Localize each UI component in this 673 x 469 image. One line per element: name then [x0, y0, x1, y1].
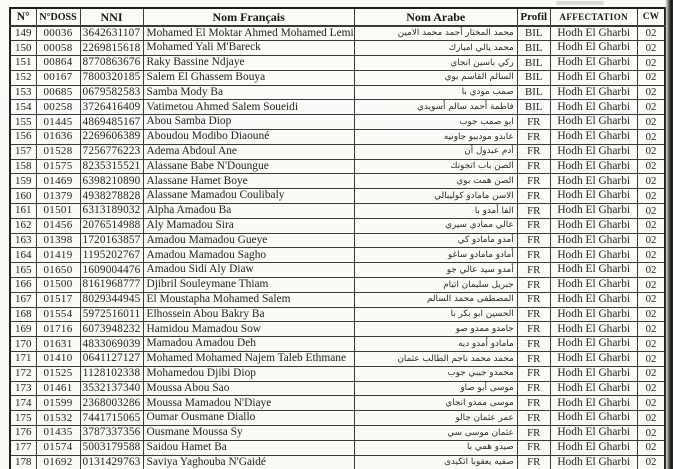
cell-profil: FR	[517, 204, 550, 219]
cell-nni: 2269606389	[80, 130, 143, 145]
cell-ar: محمد محمد ناجم الطالب عثمان	[354, 352, 517, 367]
cell-cw: 02	[637, 56, 665, 71]
cell-profil: FR	[517, 189, 550, 204]
cell-nni: 1128102338	[80, 366, 143, 381]
cell-cw: 02	[637, 218, 665, 233]
header-cw: CW	[637, 8, 665, 26]
table-row	[10, 411, 665, 426]
cell-affect: Hodh El Gharbi	[550, 26, 637, 41]
cell-no: 152	[10, 70, 36, 85]
cell-no: 160	[10, 189, 36, 204]
cell-no: 167	[10, 292, 36, 307]
cell-doss: 01574	[36, 440, 80, 455]
cell-profil: FR	[517, 352, 550, 367]
cell-cw: 02	[637, 292, 665, 307]
cell-fr: Alassane Hamet Boye	[143, 174, 354, 189]
cell-profil: FR	[517, 233, 550, 248]
cell-ar: الصن باب اتجونك	[354, 159, 517, 174]
cell-fr: Ousmane Moussa Sy	[143, 426, 354, 441]
cell-fr: Mohamed Mohamed Najem Taleb Ethmane	[143, 352, 354, 367]
table-row	[10, 455, 665, 469]
cell-ar: أمادو مامادو ساغو	[354, 248, 517, 263]
cell-affect: Hodh El Gharbi	[550, 204, 637, 219]
cell-no: 174	[10, 396, 36, 411]
cell-profil: FR	[517, 218, 550, 233]
cell-affect: Hodh El Gharbi	[550, 278, 637, 293]
cell-affect: Hodh El Gharbi	[550, 366, 637, 381]
cell-fr: Moussa Abou Sao	[143, 381, 354, 396]
cell-profil: FR	[517, 174, 550, 189]
cell-nni: 0641127127	[80, 352, 143, 367]
cell-affect: Hodh El Gharbi	[550, 263, 637, 278]
table-row	[10, 204, 665, 219]
cell-affect: Hodh El Gharbi	[550, 218, 637, 233]
cell-nni: 1195202767	[80, 248, 143, 263]
cell-doss: 00058	[36, 41, 80, 56]
cell-fr: Mohamed Yali M'Bareck	[143, 41, 354, 56]
cell-profil: BIL	[517, 41, 550, 56]
cell-cw: 02	[637, 440, 665, 455]
table-row	[10, 278, 665, 293]
cell-no: 165	[10, 263, 36, 278]
cell-cw: 02	[637, 426, 665, 441]
cell-nni: 1609004476	[80, 263, 143, 278]
cell-affect: Hodh El Gharbi	[550, 337, 637, 352]
cell-doss: 01419	[36, 248, 80, 263]
cell-fr: Samba Mody Ba	[143, 85, 354, 100]
cell-no: 150	[10, 41, 36, 56]
cell-profil: FR	[517, 411, 550, 426]
cell-doss: 01692	[36, 455, 80, 469]
cell-fr: Mamadou Amadou Deh	[143, 337, 354, 352]
cell-no: 162	[10, 218, 36, 233]
cell-profil: FR	[517, 278, 550, 293]
cell-cw: 02	[637, 381, 665, 396]
cell-doss: 01456	[36, 218, 80, 233]
cell-fr: Raky Bassine Ndjaye	[143, 56, 354, 71]
header-profil: Profil	[517, 8, 550, 26]
cell-ar: موسى ممدو انجاي	[354, 396, 517, 411]
cell-no: 157	[10, 144, 36, 159]
cell-cw: 02	[637, 322, 665, 337]
cell-affect: Hodh El Gharbi	[550, 307, 637, 322]
cell-nni: 8770863676	[80, 56, 143, 71]
cell-affect: Hodh El Gharbi	[550, 396, 637, 411]
cell-ar: ركي باسين انجاي	[354, 56, 517, 71]
header-row	[10, 8, 665, 26]
cell-cw: 02	[637, 100, 665, 115]
cell-no: 151	[10, 56, 36, 71]
cell-fr: Elhossein Abou Bakry Ba	[143, 307, 354, 322]
table-row	[10, 307, 665, 322]
header-affectation: AFFECTATION	[550, 8, 637, 26]
cell-profil: FR	[517, 248, 550, 263]
cell-ar: جبريل سليمان اتيام	[354, 278, 517, 293]
cell-cw: 02	[637, 278, 665, 293]
cell-fr: Vatimetou Ahmed Salem Soueidi	[143, 100, 354, 115]
cell-ar: الحسين ابو بكر با	[354, 307, 517, 322]
cell-fr: Aboudou Modibo Diaouné	[143, 130, 354, 145]
cell-no: 175	[10, 411, 36, 426]
cell-fr: Djibril Souleymane Thiam	[143, 278, 354, 293]
cell-doss: 00864	[36, 56, 80, 71]
cell-nni: 4938278828	[80, 189, 143, 204]
cell-nni: 3642631107	[80, 26, 143, 41]
cell-no: 171	[10, 352, 36, 367]
cell-profil: BIL	[517, 70, 550, 85]
cell-nni: 8235315521	[80, 159, 143, 174]
cell-cw: 02	[637, 41, 665, 56]
cell-cw: 02	[637, 115, 665, 130]
cell-profil: FR	[517, 366, 550, 381]
table-row	[10, 159, 665, 174]
cell-fr: Saidou Hamet Ba	[143, 440, 354, 455]
cell-nni: 8029344945	[80, 292, 143, 307]
cell-fr: Alpha Amadou Ba	[143, 204, 354, 219]
cell-affect: Hodh El Gharbi	[550, 455, 637, 469]
cell-doss: 00036	[36, 26, 80, 41]
cell-no: 168	[10, 307, 36, 322]
cell-no: 156	[10, 130, 36, 145]
cell-nni: 7800320185	[80, 70, 143, 85]
cell-ar: أمدو سيد عالي جو	[354, 263, 517, 278]
cell-cw: 02	[637, 248, 665, 263]
table-row	[10, 26, 665, 41]
cell-doss: 01501	[36, 204, 80, 219]
cell-ar: عابدو موديبو جاونيه	[354, 130, 517, 145]
cell-no: 163	[10, 233, 36, 248]
table-row	[10, 189, 665, 204]
cell-no: 178	[10, 455, 36, 469]
cell-cw: 02	[637, 144, 665, 159]
cell-cw: 02	[637, 233, 665, 248]
cell-doss: 01554	[36, 307, 80, 322]
cell-no: 164	[10, 248, 36, 263]
cell-doss: 00258	[36, 100, 80, 115]
cell-cw: 02	[637, 263, 665, 278]
cell-ar: الفا أمدو با	[354, 204, 517, 219]
cell-nni: 1720163857	[80, 233, 143, 248]
cell-ar: الصن همت بوي	[354, 174, 517, 189]
table-row	[10, 248, 665, 263]
cell-affect: Hodh El Gharbi	[550, 144, 637, 159]
cell-affect: Hodh El Gharbi	[550, 292, 637, 307]
cell-profil: FR	[517, 440, 550, 455]
cell-no: 154	[10, 100, 36, 115]
cell-profil: FR	[517, 337, 550, 352]
cell-nni: 6073948232	[80, 322, 143, 337]
cell-doss: 01517	[36, 292, 80, 307]
table-row	[10, 396, 665, 411]
scan-artifact	[556, 1, 604, 5]
cell-no: 155	[10, 115, 36, 130]
cell-profil: FR	[517, 130, 550, 145]
table-row	[10, 130, 665, 145]
cell-doss: 01379	[36, 189, 80, 204]
cell-fr: Abou Samba Diop	[143, 115, 354, 130]
cell-ar: صمب مودي با	[354, 85, 517, 100]
cell-no: 159	[10, 174, 36, 189]
header-nom-arabe: Nom Arabe	[354, 8, 517, 26]
cell-ar: صفيه يعقوبا اتكيدى	[354, 455, 517, 469]
cell-no: 173	[10, 381, 36, 396]
cell-doss: 01716	[36, 322, 80, 337]
cell-ar: عثمان موسى سي	[354, 426, 517, 441]
cell-affect: Hodh El Gharbi	[550, 130, 637, 145]
cell-cw: 02	[637, 204, 665, 219]
cell-ar: محمدو جيبي جوب	[354, 366, 517, 381]
table-row	[10, 174, 665, 189]
cell-nni: 3787337356	[80, 426, 143, 441]
cell-affect: Hodh El Gharbi	[550, 159, 637, 174]
table-row	[10, 352, 665, 367]
header-doss: N°DOSS	[36, 8, 80, 26]
cell-affect: Hodh El Gharbi	[550, 248, 637, 263]
cell-profil: FR	[517, 263, 550, 278]
cell-doss: 01532	[36, 411, 80, 426]
cell-fr: Amadou Mamadou Sagho	[143, 248, 354, 263]
cell-nni: 3726416409	[80, 100, 143, 115]
cell-fr: Hamidou Mamadou Sow	[143, 322, 354, 337]
table-header	[10, 8, 665, 26]
cell-fr: Mohamedou Djibi Diop	[143, 366, 354, 381]
cell-cw: 02	[637, 189, 665, 204]
cell-ar: محمد يالي امبارك	[354, 41, 517, 56]
cell-affect: Hodh El Gharbi	[550, 41, 637, 56]
cell-affect: Hodh El Gharbi	[550, 426, 637, 441]
cell-doss: 01500	[36, 278, 80, 293]
cell-fr: Aly Mamadou Sira	[143, 218, 354, 233]
cell-profil: FR	[517, 455, 550, 469]
cell-profil: FR	[517, 292, 550, 307]
cell-nni: 6398210890	[80, 174, 143, 189]
cell-fr: Mohamed El Moktar Ahmed Mohamed Lemi	[143, 26, 354, 41]
table-row	[10, 144, 665, 159]
cell-doss: 01636	[36, 130, 80, 145]
cell-fr: Oumar Ousmane Diallo	[143, 411, 354, 426]
cell-cw: 02	[637, 26, 665, 41]
cell-cw: 02	[637, 337, 665, 352]
cell-fr: Alassane Mamadou Coulibaly	[143, 189, 354, 204]
cell-doss: 01410	[36, 352, 80, 367]
cell-fr: Moussa Mamadou N'Diaye	[143, 396, 354, 411]
cell-no: 170	[10, 337, 36, 352]
table-row	[10, 263, 665, 278]
cell-doss: 01599	[36, 396, 80, 411]
cell-affect: Hodh El Gharbi	[550, 322, 637, 337]
cell-fr: Alassane Babe N'Doungue	[143, 159, 354, 174]
header-nni: NNI	[80, 8, 143, 26]
cell-affect: Hodh El Gharbi	[550, 189, 637, 204]
cell-nni: 0679582583	[80, 85, 143, 100]
table-row	[10, 292, 665, 307]
cell-affect: Hodh El Gharbi	[550, 233, 637, 248]
cell-ar: الاسن مامادو كوليبالي	[354, 189, 517, 204]
cell-nni: 2368003286	[80, 396, 143, 411]
cell-ar: أدم عبدول أن	[354, 144, 517, 159]
cell-nni: 7256776223	[80, 144, 143, 159]
table-body	[10, 26, 665, 469]
cell-doss: 01631	[36, 337, 80, 352]
cell-profil: BIL	[517, 85, 550, 100]
cell-doss: 01445	[36, 115, 80, 130]
cell-affect: Hodh El Gharbi	[550, 100, 637, 115]
table-row	[10, 426, 665, 441]
table-row	[10, 100, 665, 115]
cell-doss: 01398	[36, 233, 80, 248]
cell-ar: موسى أبو صاو	[354, 381, 517, 396]
cell-profil: FR	[517, 322, 550, 337]
table-row	[10, 337, 665, 352]
cell-no: 158	[10, 159, 36, 174]
cell-no: 166	[10, 278, 36, 293]
cell-no: 153	[10, 85, 36, 100]
cell-doss: 01525	[36, 366, 80, 381]
cell-affect: Hodh El Gharbi	[550, 174, 637, 189]
cell-fr: Adema Abdoul Ane	[143, 144, 354, 159]
cell-affect: Hodh El Gharbi	[550, 115, 637, 130]
cell-nni: 2076514988	[80, 218, 143, 233]
cell-ar: عالي ممادي سيري	[354, 218, 517, 233]
cell-nni: 5972516011	[80, 307, 143, 322]
cell-affect: Hodh El Gharbi	[550, 70, 637, 85]
table-row	[10, 56, 665, 71]
cell-profil: BIL	[517, 100, 550, 115]
cell-ar: فاطمة أحمد سالم أسويدي	[354, 100, 517, 115]
cell-ar: حامدو ممدو صو	[354, 322, 517, 337]
cell-cw: 02	[637, 352, 665, 367]
cell-nni: 3532137340	[80, 381, 143, 396]
cell-profil: FR	[517, 115, 550, 130]
table-row	[10, 115, 665, 130]
cell-fr: Amadou Sidi Aly Diaw	[143, 263, 354, 278]
cell-cw: 02	[637, 159, 665, 174]
cell-ar: مامادو أمدو ديه	[354, 337, 517, 352]
cell-nni: 0131429763	[80, 455, 143, 469]
cell-fr: Salem El Ghassem Bouya	[143, 70, 354, 85]
cell-fr: Saviya Yaghouba N'Gaidé	[143, 455, 354, 469]
cell-ar: ابو صمب جوب	[354, 115, 517, 130]
table-row	[10, 85, 665, 100]
cell-affect: Hodh El Gharbi	[550, 56, 637, 71]
header-no: N°	[10, 8, 36, 26]
cell-doss: 01435	[36, 426, 80, 441]
cell-profil: FR	[517, 381, 550, 396]
cell-cw: 02	[637, 366, 665, 381]
cell-ar: المصطفى محمد السالم	[354, 292, 517, 307]
cell-profil: BIL	[517, 26, 550, 41]
table-row	[10, 70, 665, 85]
cell-nni: 5003179588	[80, 440, 143, 455]
table-row	[10, 41, 665, 56]
cell-fr: El Moustapha Mohamed Salem	[143, 292, 354, 307]
table-row	[10, 218, 665, 233]
cell-affect: Hodh El Gharbi	[550, 352, 637, 367]
cell-ar: محمد المختار أحمد محمد الامين	[354, 26, 517, 41]
cell-ar: صيدو همي با	[354, 440, 517, 455]
personnel-roster-table	[9, 7, 666, 469]
cell-nni: 4869485167	[80, 115, 143, 130]
cell-doss: 01461	[36, 381, 80, 396]
cell-doss: 00685	[36, 85, 80, 100]
cell-no: 161	[10, 204, 36, 219]
cell-profil: FR	[517, 307, 550, 322]
cell-nni: 2269815618	[80, 41, 143, 56]
cell-profil: FR	[517, 144, 550, 159]
table-row	[10, 440, 665, 455]
table-row	[10, 322, 665, 337]
cell-doss: 01650	[36, 263, 80, 278]
cell-ar: أمدو مامادو كي	[354, 233, 517, 248]
cell-doss: 01575	[36, 159, 80, 174]
cell-affect: Hodh El Gharbi	[550, 381, 637, 396]
cell-no: 172	[10, 366, 36, 381]
cell-no: 149	[10, 26, 36, 41]
cell-cw: 02	[637, 130, 665, 145]
cell-nni: 7441715065	[80, 411, 143, 426]
cell-cw: 02	[637, 455, 665, 469]
header-nom-francais: Nom Français	[143, 8, 354, 26]
scan-edge-shadow	[665, 0, 673, 469]
cell-nni: 4833069039	[80, 337, 143, 352]
cell-profil: FR	[517, 426, 550, 441]
cell-doss: 01528	[36, 144, 80, 159]
cell-cw: 02	[637, 307, 665, 322]
cell-ar: عمر عثمان جالو	[354, 411, 517, 426]
table-row	[10, 381, 665, 396]
cell-profil: BIL	[517, 56, 550, 71]
cell-profil: FR	[517, 159, 550, 174]
cell-no: 169	[10, 322, 36, 337]
cell-cw: 02	[637, 411, 665, 426]
cell-fr: Amadou Mamadou Gueye	[143, 233, 354, 248]
cell-cw: 02	[637, 70, 665, 85]
cell-nni: 8161968777	[80, 278, 143, 293]
cell-ar: السالم القاسم بوي	[354, 70, 517, 85]
cell-affect: Hodh El Gharbi	[550, 411, 637, 426]
cell-no: 177	[10, 440, 36, 455]
cell-affect: Hodh El Gharbi	[550, 85, 637, 100]
cell-nni: 6313189032	[80, 204, 143, 219]
cell-cw: 02	[637, 85, 665, 100]
cell-cw: 02	[637, 174, 665, 189]
cell-profil: FR	[517, 396, 550, 411]
cell-doss: 01469	[36, 174, 80, 189]
cell-doss: 00167	[36, 70, 80, 85]
table-row	[10, 366, 665, 381]
cell-no: 176	[10, 426, 36, 441]
cell-cw: 02	[637, 396, 665, 411]
cell-affect: Hodh El Gharbi	[550, 440, 637, 455]
table-row	[10, 233, 665, 248]
